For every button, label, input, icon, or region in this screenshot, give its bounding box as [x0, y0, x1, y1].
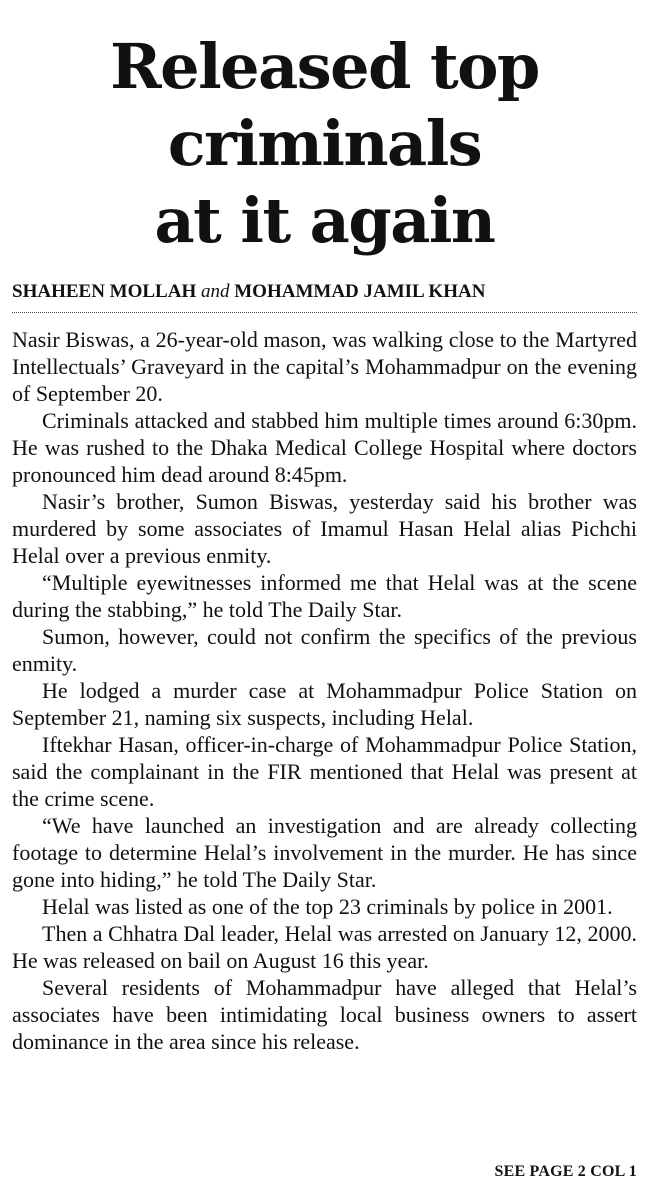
byline-conjunction: and [200, 281, 230, 302]
paragraph: Criminals attacked and stabbed him multiple times around 6:30pm. He was rushed to the Dhaka Medical College Hospital where doctors pronounced him dead around 8:45pm. [12, 408, 637, 487]
paragraph: Helal was listed as one of the top 23 criminals by police in 2001. [42, 894, 613, 919]
headline-line-2: criminals [167, 107, 482, 180]
paragraph: He lodged a murder case at Mohammadpur Police Station on September 21, naming six suspects, including Helal. [12, 678, 637, 730]
article [12, 0, 637, 1055]
headline-line-3: at it again [154, 184, 495, 257]
paragraph: Iftekhar Hasan, officer-in-charge of Mohammadpur Police Station, said the complainant in the FIR mentioned that Helal was present at the crime scene. [12, 732, 637, 811]
headline-line-1: Released top [110, 30, 539, 103]
paragraph: “We have launched an investigation and are already collecting footage to determine Helal’s involvement in the murder. He has since gone into hiding,” he told The Daily Star. [12, 813, 637, 892]
headline [12, 0, 637, 259]
paragraph: Several residents of Mohammadpur have alleged that Helal’s associates have been intimidating local business owners to assert dominance in the area since his release. [12, 975, 637, 1054]
paragraph: “Multiple eyewitnesses informed me that Helal was at the scene during the stabbing,” he told The Daily Star. [12, 570, 637, 622]
paragraph: Then a Chhatra Dal leader, Helal was arrested on January 12, 2000. He was released on bail on August 16 this year. [12, 921, 637, 973]
paragraph: Nasir Biswas, a 26-year-old mason, was walking close to the Martyred Intellectuals’ Graveyard in the capital’s Mohammadpur on the evening of September 20. [12, 327, 637, 406]
byline [12, 280, 637, 304]
continuation-note: SEE PAGE 2 COL 1 [494, 1163, 637, 1180]
byline-author-2: MOHAMMAD JAMIL KHAN [234, 281, 486, 302]
dotted-divider [12, 312, 637, 313]
article-body [12, 326, 637, 1055]
byline-author-1: SHAHEEN MOLLAH [12, 281, 197, 302]
paragraph: Sumon, however, could not confirm the specifics of the previous enmity. [12, 624, 637, 676]
paragraph: Nasir’s brother, Sumon Biswas, yesterday said his brother was murdered by some associates of Imamul Hasan Helal alias Pichchi Helal over a previous enmity. [12, 489, 637, 568]
